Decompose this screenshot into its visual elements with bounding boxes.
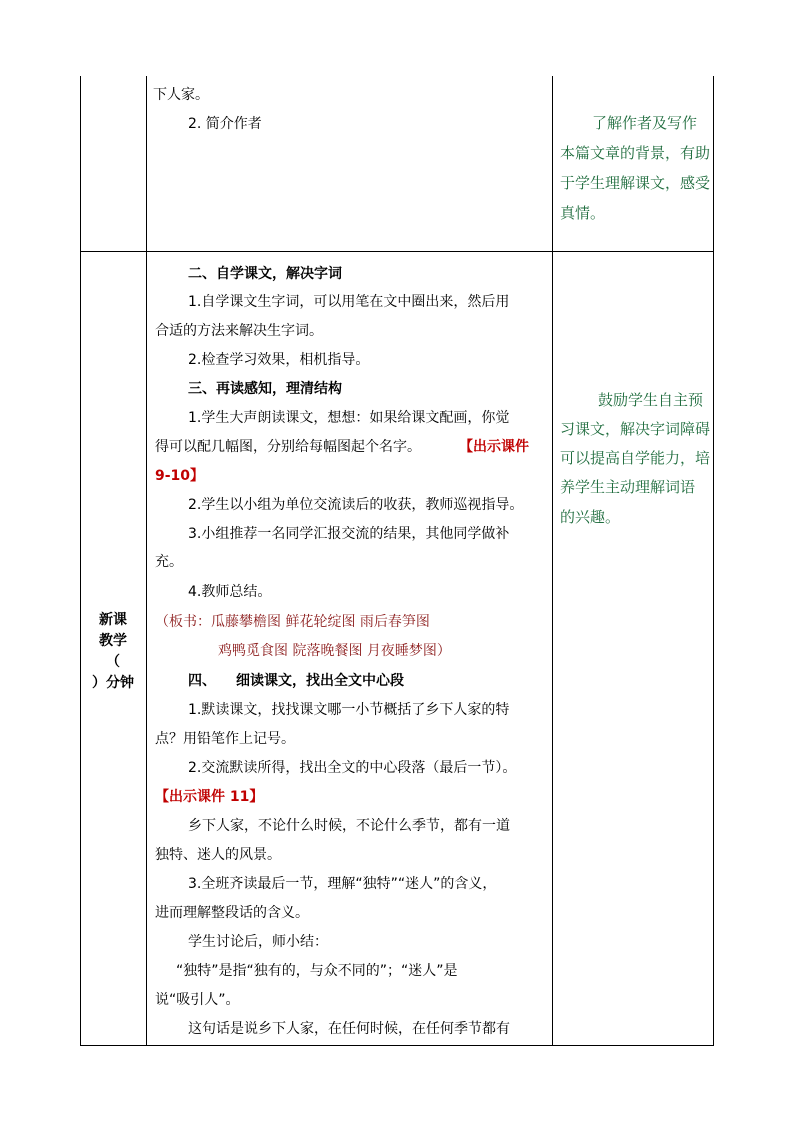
- content-line: 2.检查学习效果，相机指导。: [188, 352, 370, 368]
- content-line: 充。: [155, 554, 183, 570]
- content-line: 合适的方法来解决生字词。: [155, 323, 323, 339]
- section-label: ）分钟: [92, 675, 134, 691]
- content-line: 乡下人家，不论什么时候，不论什么季节，都有一道: [188, 818, 510, 834]
- blackboard-line: （板书：瓜藤攀檐图 鲜花轮绽图 雨后春笋图: [155, 614, 430, 630]
- content-line: 学生讨论后，师小结：: [188, 934, 328, 950]
- content-line: 1.学生大声朗读课文，想想：如果给课文配画，你觉: [188, 410, 510, 426]
- content-line: 3.小组推荐一名同学汇报交流的结果，其他同学做补: [188, 526, 510, 542]
- courseware-tag: 【出示课件 11】: [155, 789, 264, 805]
- content-line: 3.全班齐读最后一节，理解“独特”“迷人”的含义，: [188, 876, 497, 892]
- section-label: 新课: [99, 612, 127, 628]
- section-heading: 三、再读感知，理清结构: [188, 381, 342, 397]
- teaching-note-line: 的兴趣。: [560, 508, 621, 526]
- section-label: （: [106, 654, 120, 670]
- teaching-note-line: 鼓励学生自主预: [598, 391, 704, 409]
- table-border-bottom: [80, 1045, 714, 1046]
- content-line: 点？用铅笔作上记号。: [155, 731, 295, 747]
- row-divider: [80, 251, 714, 252]
- section-label: 教学: [99, 633, 127, 649]
- teaching-note-line: 真情。: [560, 204, 606, 222]
- content-line: 2. 简介作者: [188, 116, 262, 132]
- content-line: 进而理解整段话的含义。: [155, 905, 309, 921]
- table-divider-2: [552, 76, 553, 1046]
- teaching-note-line: 于学生理解课文，感受: [560, 174, 711, 192]
- content-line: 说“吸引人”。: [155, 992, 240, 1008]
- courseware-tag: 【出示课件: [459, 439, 529, 455]
- teaching-note-line: 本篇文章的背景，有助: [560, 144, 711, 162]
- teaching-note-line: 了解作者及写作: [592, 114, 698, 132]
- section-heading-number: 四、: [188, 673, 216, 689]
- content-line: 1.自学课文生字词，可以用笔在文中圈出来，然后用: [188, 294, 510, 310]
- blackboard-line: 鸡鸭觅食图 院落晚餐图 月夜睡梦图）: [218, 643, 451, 659]
- teaching-note-line: 养学生主动理解词语: [560, 478, 696, 496]
- content-line: 4.教师总结。: [188, 584, 272, 600]
- table-border-right: [713, 76, 714, 1046]
- section-heading: 二、自学课文，解决字词: [188, 266, 342, 282]
- teaching-note-line: 可以提高自学能力，培: [560, 449, 711, 467]
- section-heading: 细读课文，找出全文中心段: [236, 673, 404, 689]
- content-line: 得可以配几幅图，分别给每幅图起个名字。: [155, 439, 421, 455]
- table-divider-1: [146, 76, 147, 1046]
- content-line: “独特”是指“独有的，与众不同的”；“迷人”是: [176, 963, 458, 979]
- content-line: 这句话是说乡下人家，在任何时候，在任何季节都有: [188, 1021, 510, 1037]
- content-line: 独特、迷人的风景。: [155, 847, 281, 863]
- content-line: 2.学生以小组为单位交流读后的收获，教师巡视指导。: [188, 497, 524, 513]
- content-line: 1.默读课文，找找课文哪一小节概括了乡下人家的特: [188, 702, 510, 718]
- table-border-left: [80, 76, 81, 1046]
- content-line: 下人家。: [153, 87, 209, 103]
- courseware-tag: 9-10】: [155, 468, 205, 484]
- teaching-note-line: 习课文，解决字词障碍: [560, 420, 711, 438]
- content-line: 2.交流默读所得，找出全文的中心段落（最后一节）。: [188, 760, 517, 776]
